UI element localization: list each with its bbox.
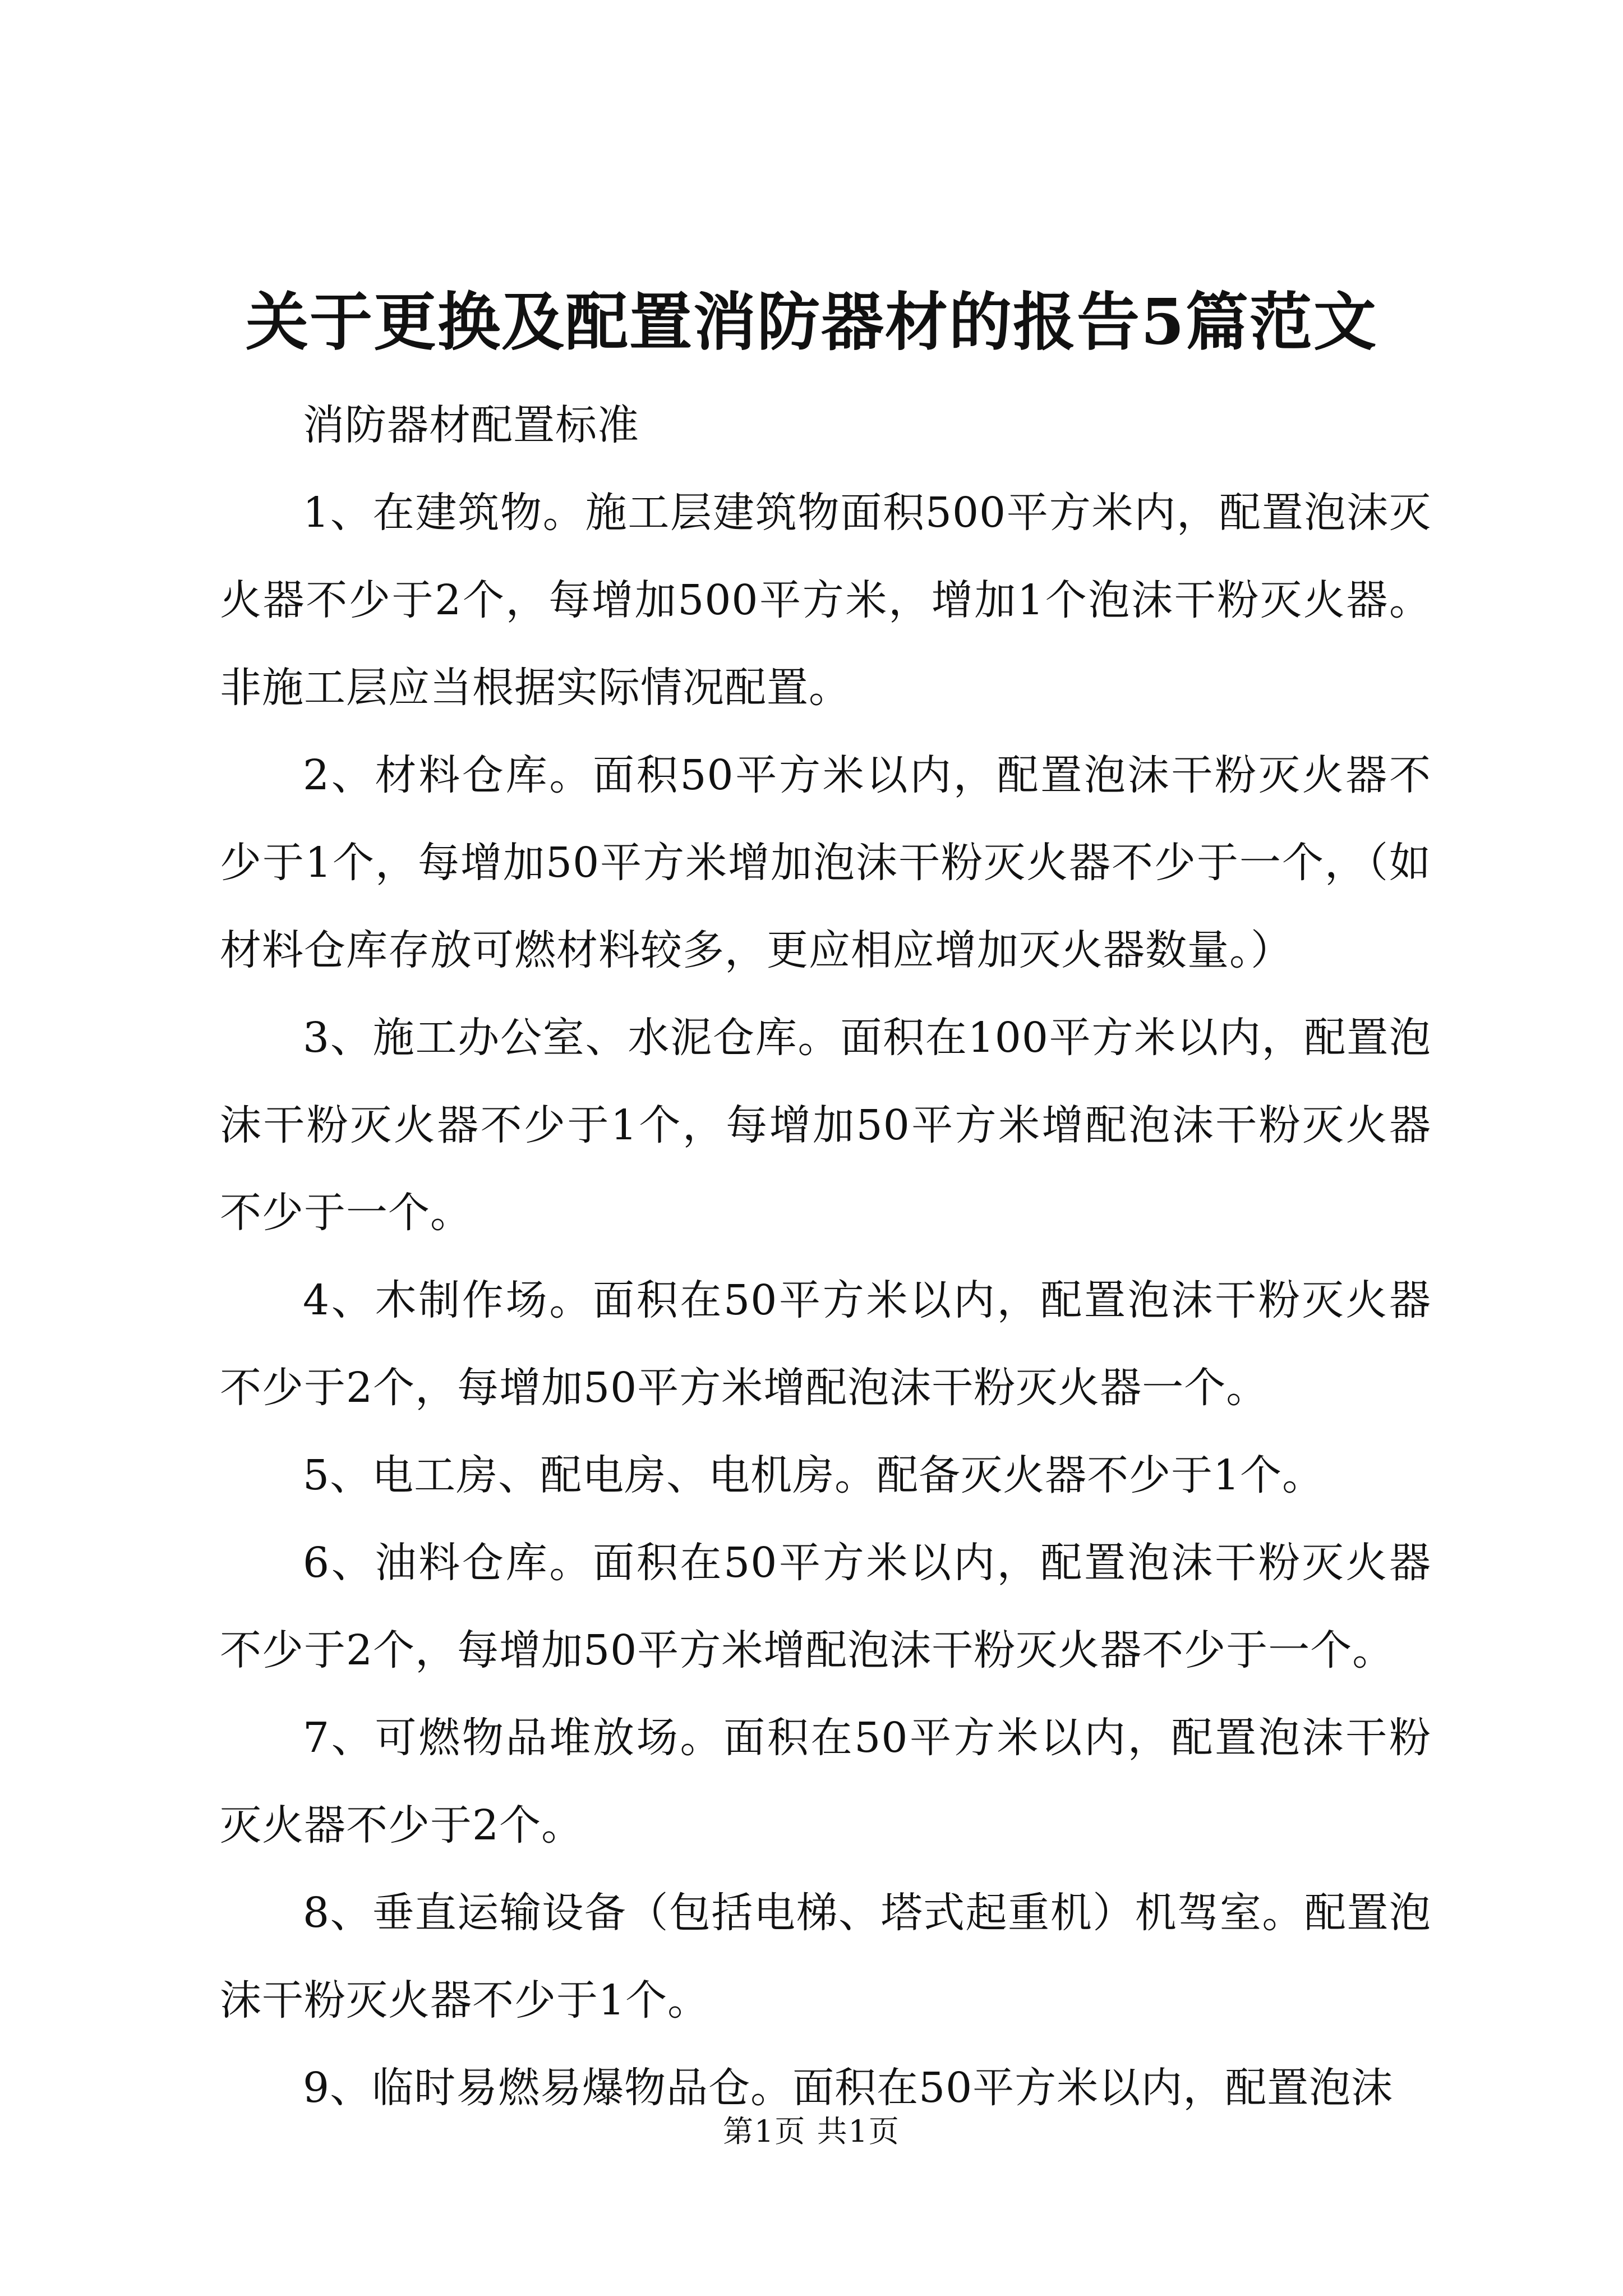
- paragraph-item-4: 4、木制作场。面积在50平方米以内，配置泡沫干粉灭火器不少于2个，每增加50平方米增配泡沫干粉灭火器一个。: [220, 1276, 1431, 1412]
- paragraph-item-8: 8、垂直运输设备（包括电梯、塔式起重机）机驾室。配置泡沫干粉灭火器不少于1个。: [220, 1889, 1431, 2024]
- paragraph-item-1: 1、在建筑物。施工层建筑物面积500平方米内，配置泡沫灭火器不少于2个，每增加500平方米，增加1个泡沫干粉灭火器。非施工层应当根据实际情况配置。: [220, 489, 1431, 712]
- paragraph-item-3: 3、施工办公室、水泥仓库。面积在100平方米以内，配置泡沫干粉灭火器不少于1个，每增加50平方米增配泡沫干粉灭火器不少于一个。: [220, 1014, 1431, 1237]
- paragraph-item-9: 9、临时易燃易爆物品仓。面积在50平方米以内，配置泡沫: [303, 2064, 1394, 2112]
- paragraph-item-2: 2、材料仓库。面积50平方米以内，配置泡沫干粉灭火器不少于1个，每增加50平方米增加泡沫干粉灭火器不少于一个，（如材料仓库存放可燃材料较多，更应相应增加灭火器数量。）: [220, 751, 1431, 974]
- paragraph-item-5: 5、电工房、配电房、电机房。配备灭火器不少于1个。: [303, 1451, 1325, 1499]
- paragraph-item-6: 6、油料仓库。面积在50平方米以内，配置泡沫干粉灭火器不少于2个，每增加50平方米增配泡沫干粉灭火器不少于一个。: [220, 1539, 1431, 1674]
- paragraph-heading: 消防器材配置标准: [303, 401, 639, 449]
- document-body: [220, 381, 1431, 2132]
- paragraph-item-7: 7、可燃物品堆放场。面积在50平方米以内，配置泡沫干粉灭火器不少于2个。: [220, 1714, 1431, 1849]
- document-title: 关于更换及配置消防器材的报告5篇范文: [246, 286, 1377, 359]
- page-footer: 第1页 共1页: [723, 2114, 900, 2149]
